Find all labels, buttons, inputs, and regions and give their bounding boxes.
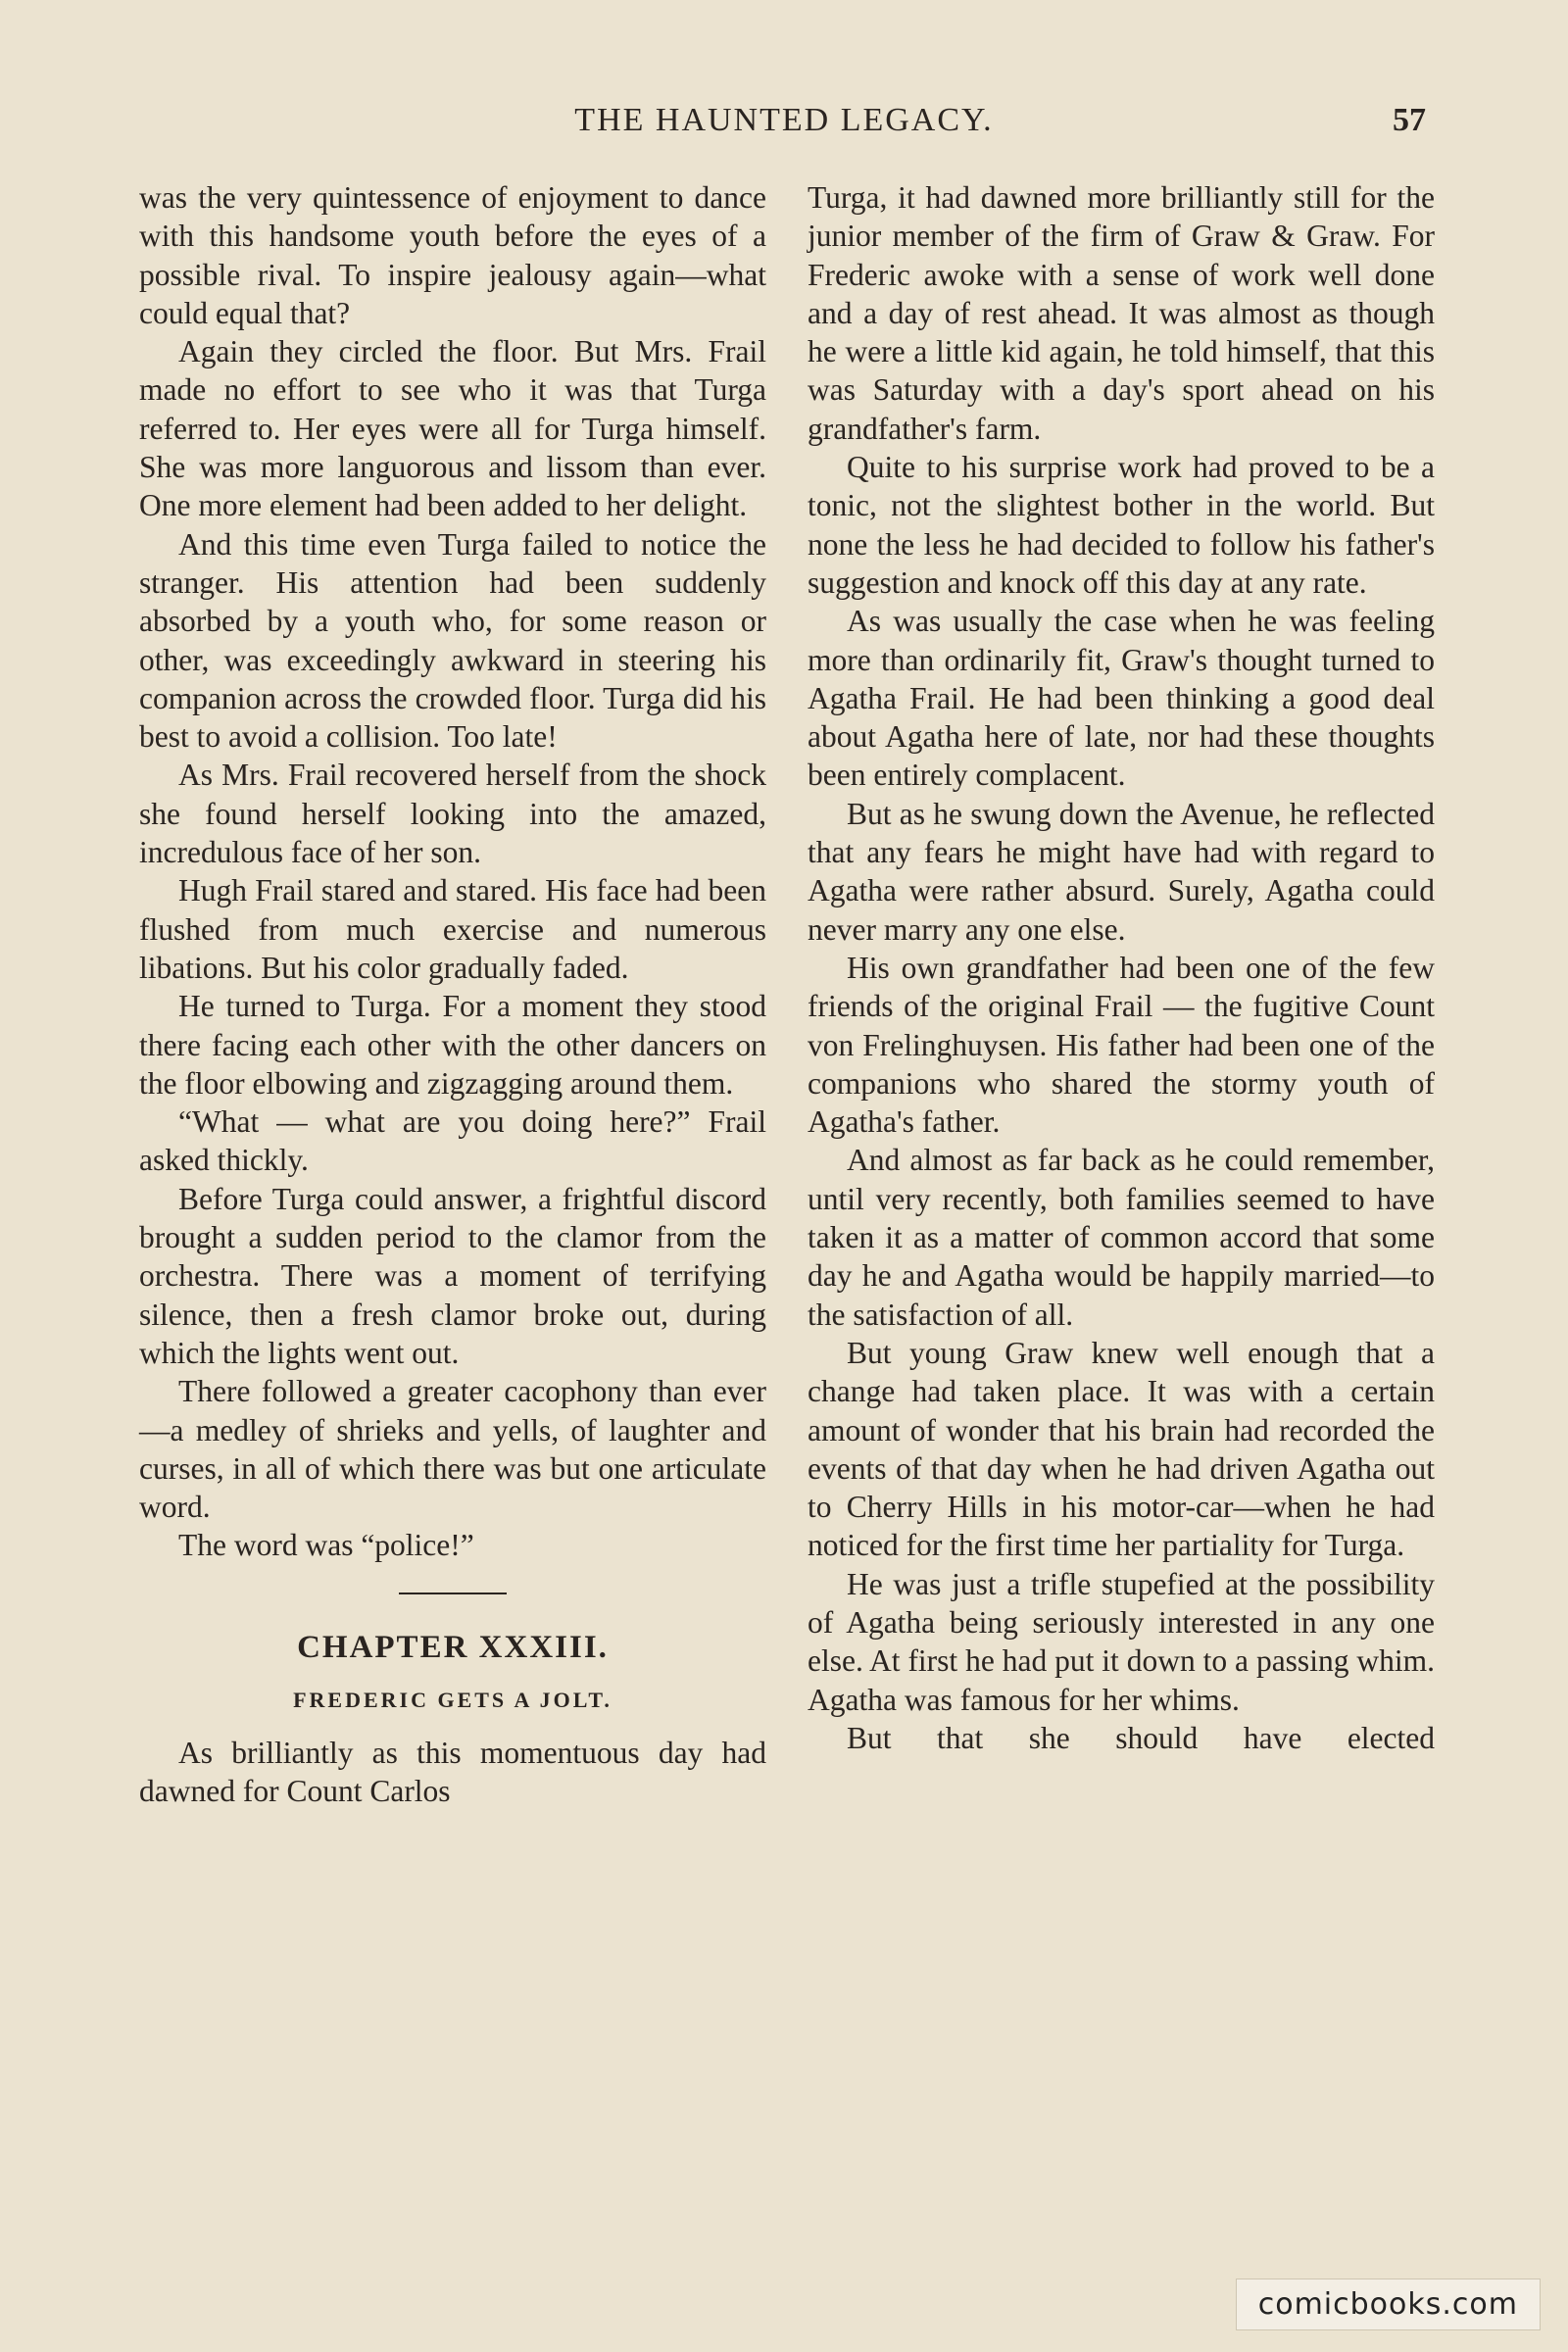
paragraph: As was usually the case when he was feeling more than ordinarily fit, Graw's thought turned to Agatha Frail. He had been thinking a good deal about Agatha here of late, nor had these thoughts been entirely complacent. [808, 604, 1435, 793]
paragraph: There followed a greater cacophony than ever—a medley of shrieks and yells, of laughter and curses, in all of which there was but one articulate word. [139, 1374, 766, 1525]
left-column [139, 178, 766, 1810]
right-column [808, 178, 1435, 1757]
paragraph: Hugh Frail stared and stared. His face had been flushed from much exercise and numerous libations. But his color gradually faded. [139, 873, 766, 985]
paragraph: Turga, it had dawned more brilliantly still for the junior member of the firm of Graw & Graw. For Frederic awoke with a sense of work well done and a day of rest ahead. It was almost as though he were a little kid again, he told himself, that this was Saturday with a day's sport ahead on his grandfather's farm. [808, 180, 1435, 446]
paragraph: He was just a trifle stupefied at the possibility of Agatha being seriously interested in any one else. At first he had put it down to a passing whim. Agatha was famous for her whims. [808, 1566, 1435, 1717]
running-title: THE HAUNTED LEGACY. [574, 102, 994, 138]
paragraph: But as he swung down the Avenue, he reflected that any fears he might have had with regard to Agatha were rather absurd. Surely, Agatha could never marry any one else. [808, 796, 1435, 947]
paragraph: “What — what are you doing here?” Frail asked thickly. [139, 1104, 766, 1178]
paragraph: As Mrs. Frail recovered herself from the shock she found herself looking into the amazed, incredulous face of her son. [139, 758, 766, 870]
paragraph: Before Turga could answer, a frightful discord brought a sudden period to the clamor from the orchestra. There was a moment of terrifying silence, then a fresh clamor broke out, during which the lights went out. [139, 1181, 766, 1370]
paragraph: But young Graw knew well enough that a change had taken place. It was with a certain amount of wonder that his brain had recorded the events of that day when he had driven Agatha out to Cherry Hills in his motor-car—when he had noticed for the first time her partiality for Turga. [808, 1335, 1435, 1563]
chapter-title: CHAPTER XXXIII. [297, 1629, 609, 1665]
chapter-subtitle: FREDERIC GETS A JOLT. [293, 1687, 612, 1712]
site-watermark: comicbooks.com [1236, 2278, 1541, 2330]
section-divider [399, 1592, 507, 1594]
paragraph: He turned to Turga. For a moment they stood there facing each other with the other dancers on the floor elbowing and zigzagging around them. [139, 989, 766, 1101]
page-header [0, 96, 1568, 145]
paragraph: Quite to his surprise work had proved to be a tonic, not the slightest bother in the world. But none the less he had decided to follow his father's suggestion and knock off this day at any rate. [808, 450, 1435, 600]
paragraph: And this time even Turga failed to notice the stranger. His attention had been suddenly absorbed by a youth who, for some reason or other, was exceedingly awkward in steering his companion across the crowded floor. Turga did his best to avoid a collision. Too late! [139, 526, 766, 755]
paragraph: His own grandfather had been one of the few friends of the original Frail — the fugitive Count von Frelinghuysen. His father had been one of the companions who shared the stormy youth of Agatha's father. [808, 950, 1435, 1140]
page-number: 57 [1393, 102, 1426, 138]
paragraph: Again they circled the floor. But Mrs. Frail made no effort to see who it was that Turga referred to. Her eyes were all for Turga himself. She was more languorous and lissom than ever. One more element had been added to her delight. [139, 334, 766, 523]
paragraph: But that she should have elected [847, 1720, 1435, 1755]
paragraph: The word was “police!” [178, 1528, 474, 1563]
paragraph: And almost as far back as he could remember, until very recently, both families seemed to have taken it as a matter of common accord that some day he and Agatha would be happily married—to the satisfaction of all. [808, 1143, 1435, 1332]
chapter-opening-paragraph: As brilliantly as this momentuous day had dawned for Count Carlos [139, 1735, 766, 1808]
paragraph: was the very quintessence of enjoyment to dance with this handsome youth before the eyes of a possible rival. To inspire jealousy again—what could equal that? [139, 180, 766, 330]
